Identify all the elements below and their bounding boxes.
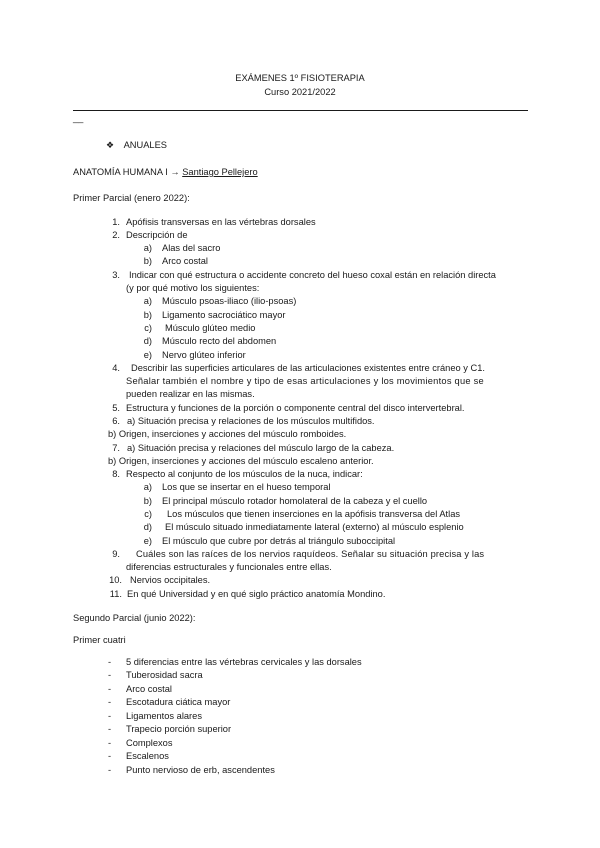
dash-bullet: - xyxy=(108,765,112,775)
list-item-continuation: Señalar también el nombre y tipo de esas articulaciones y los movimientos que se xyxy=(126,376,484,386)
document-page: EXÁMENES 1º FISIOTERAPIA Curso 2021/2022 __ ❖ ANUALES ANATOMÍA HUMANA I → Santiago Pellejero Primer Parcial (enero 2022): 1. Apófisis transversas en las vértebras dorsales 2. Descripción de a) Alas del sacro b) Arco costal 3. Indicar con qué estructura o accidente concreto del hueso coxal están en relación directa (y por qué motivo los siguientes: a) Músculo psoas-iliaco (ilio-psoas) b) Ligamento sacrociático mayor c) Músculo glúteo medio d) Músculo recto del abdomen e) Nervo glúteo inferior 4. Describir las superficies articulares de las articulaciones existentes entre cráneo y C1. Señalar también el nombre y tipo de esas articulaciones y los movimientos que se pueden realizar en las mismas. 5. Estructura y funciones de la porción o componente central del disco intervertebral. 6. a) Situación precisa y relaciones de los músculos multifidos. b) Origen, inserciones y acciones del músculo romboides. 7. a) Situación precisa y relaciones del músculo largo de la cabeza. b) Origen, inserciones y acciones del músculo escaleno anterior. 8. Respecto al conjunto de los músculos de la nuca, indicar: a) Los que se insertar en el hueso temporal b) El principal músculo rotador homolateral de la cabeza y el cuello c) Los músculos que tienen inserciones en la apófisis transversa del Atlas d) El músculo situado inmediatamente lateral (externo) al músculo esplenio e) El músculo que cubre por detrás al triángulo suboccipital 9. Cuáles son las raíces de los nervios raquídeos. Señalar su situación precisa y las diferencias estructurales y funcionales entre ellas. 10. Nervios occipitales. 11. En qué Universidad y en qué siglo práctico anatomía Mondino. Segundo Parcial (junio 2022): Primer cuatri - 5 diferencias entre las vértebras cervicales y las dorsales - Tuberosidad sacra - Arco costal - Escotadura ciática mayor - Ligamentos alares - Trapecio porción superior - Complexos - Escalenos - Punto nervioso de erb, ascendentes xyxy=(0,0,600,848)
list-item-text: Tuberosidad sacra xyxy=(126,670,203,680)
list-item-text: 5 diferencias entre las vértebras cervicales y las dorsales xyxy=(126,657,362,667)
header-divider xyxy=(73,110,528,111)
list-item-continuation: diferencias estructurales y funcionales entre ellas. xyxy=(126,562,332,572)
list-item-text: Ligamentos alares xyxy=(126,711,202,721)
subject-line xyxy=(73,167,258,177)
arrow-icon: → xyxy=(170,167,180,177)
diamond-bullet-icon: ❖ xyxy=(105,140,115,150)
list-item-text: Trapecio porción superior xyxy=(126,724,232,734)
dash-bullet: - xyxy=(108,684,112,694)
subject-name: ANATOMÍA HUMANA I xyxy=(73,167,168,177)
first-partial-title: Primer Parcial (enero 2022): xyxy=(73,193,190,203)
list-item-text: Complexos xyxy=(126,738,173,748)
section-heading-label: ANUALES xyxy=(123,140,167,150)
list-item-continuation: (y por qué motivo los siguientes: xyxy=(126,283,260,293)
list-item-continuation: pueden realizar en las mismas. xyxy=(126,389,255,399)
professor-name: Santiago Pellejero xyxy=(182,167,258,177)
list-item-text: Escalenos xyxy=(126,751,169,761)
header-trailing-dash: __ xyxy=(73,113,84,123)
dash-bullet: - xyxy=(108,670,112,680)
dash-bullet: - xyxy=(108,751,112,761)
dash-bullet: - xyxy=(108,724,112,734)
dash-bullet: - xyxy=(108,738,112,748)
list-item-text: Punto nervioso de erb, ascendentes xyxy=(126,765,275,775)
section-heading xyxy=(105,140,167,151)
course-year: Curso 2021/2022 xyxy=(264,87,336,97)
list-item-text: Arco costal xyxy=(126,684,172,694)
second-partial-subtitle: Primer cuatri xyxy=(73,635,126,645)
dash-bullet: - xyxy=(108,711,112,721)
second-partial-title: Segundo Parcial (junio 2022): xyxy=(73,613,196,623)
list-item-text: Escotadura ciática mayor xyxy=(126,697,231,707)
dash-bullet: - xyxy=(108,657,112,667)
list-item-continuation: b) Origen, inserciones y acciones del músculo romboides. xyxy=(108,429,347,439)
document-title: EXÁMENES 1º FISIOTERAPIA xyxy=(235,73,365,83)
list-item-continuation: b) Origen, inserciones y acciones del músculo escaleno anterior. xyxy=(108,456,374,466)
dash-bullet: - xyxy=(108,697,112,707)
